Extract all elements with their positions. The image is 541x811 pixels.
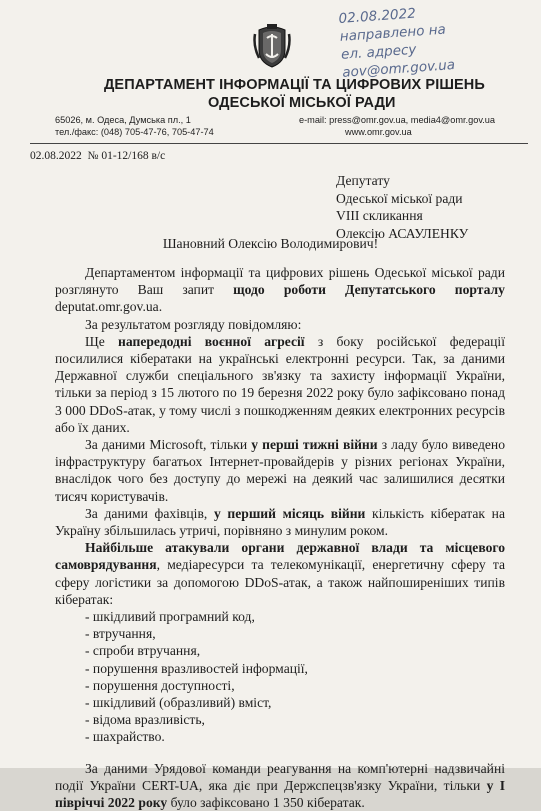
bold-text: у перший місяць війни [213,505,366,521]
text: За даними Урядової команди реагування на комп'ютерні надзвичайні події України CERT-UA, яка діє при Держспецзв'язку України, тільки [55,760,505,793]
text: Ще [85,333,119,349]
list-item: - шахрайство. [85,729,165,745]
bold-text: Найбільше атакували органи державної влади та місцевого самоврядування [55,540,505,573]
text: з боку російської федерації посилилися кібератаки на українські електронні ресурси. Так, за даними Державної служби спеціального зв'язку та захисту інформації України, тільки за період з 15 лютого по 19 березня 2022 року було зафіксовано понад 3 000 DDoS-атак, у тому числі з пошкодженням деяких електронних ресурсів або їх даних. [55,333,505,435]
addressee-line: Олексію АСАУЛЕНКУ [336,225,469,241]
text: з ладу було виведено інфраструктуру багатьох Інтернет-провайдерів у різних регіонах України, внаслідок чого без доступу до мережі на деякий час залишилися десятки тисяч користувачів. [55,437,505,504]
bold-text: у І півріччі 2022 року [55,777,505,811]
handwritten-line: ел. адресу [340,41,417,63]
text: , медіаресурси та телекомунікації, енергетичну сферу та сферу логістики за допомогою DDoS-атак, а також найпоширеніших типів кібератак: [55,557,505,607]
list-item: - порушення вразливостей інформації, [85,660,308,676]
addressee-line: Депутату [336,173,390,188]
paragraph [55,539,505,608]
list-item: - відома вразливість, [85,712,205,728]
handwritten-line: 02.08.2022 [338,5,417,27]
text: Департаментом інформації та цифрових рішень Одеської міської ради розглянуто Ваш запит [55,265,505,298]
department-title [70,76,541,112]
website: www.omr.gov.ua [345,127,412,137]
bold-text: у перші тижні війни [251,437,378,453]
email: e-mail: press@omr.gov.ua, media4@omr.gov.ua [299,115,496,125]
phone: тел./факс: (048) 705-47-76, 705-47-74 [55,127,214,137]
text: було зафіксовано 1 350 кібератак. [167,795,365,811]
paragraph [55,264,505,316]
header-divider [30,143,528,144]
handwritten-line: aov@omr.gov.ua [341,56,456,81]
addressee-block [336,172,468,242]
spacer [55,746,505,760]
text: За даними фахівців, [85,505,214,521]
title-line: ДЕПАРТАМЕНТ ІНФОРМАЦІЇ ТА ЦИФРОВИХ РІШЕНЬ [104,77,485,93]
text: За даними Microsoft, тільки [85,437,252,453]
list-item: - втручання, [85,626,156,642]
paragraph [55,760,505,811]
text: deputat.omr.gov.ua. [55,299,163,315]
addressee-line: Одеської міської ради [336,190,463,206]
addressee-line: VIII скликання [336,208,423,223]
paragraph [55,436,505,505]
address: 65026, м. Одеса, Думська пл., 1 [55,115,191,125]
title-line: ОДЕСЬКОЇ МІСЬКОЇ РАДИ [208,95,396,111]
letter-body [55,264,505,811]
coat-of-arms-icon [253,24,291,68]
bold-text: напередодні воєнної агресії [118,333,305,349]
paragraph [55,333,505,436]
contacts-right [299,114,495,138]
text: кількість кібератак на Україну збільшилась утричі, порівняно з минулим роком. [55,505,505,539]
registration-number: 02.08.2022 № 01-12/168 в/с [30,150,166,162]
handwritten-line: направлено на [339,21,447,45]
attack-types-list [55,608,505,746]
list-item: - шкідливий (образливий) вміст, [85,695,272,711]
paragraph [55,505,505,539]
contacts-left [55,114,214,138]
greeting: Шановний Олексію Володимирович! [162,236,379,251]
bold-text: щодо роботи Депутатського порталу [233,282,505,298]
list-item: - спроби втручання, [85,643,201,659]
handwritten-note [338,0,539,82]
list-item: - порушення доступності, [85,677,235,693]
paragraph: За результатом розгляду повідомляю: [85,316,302,332]
list-item: - шкідливий програмний код, [85,609,255,625]
